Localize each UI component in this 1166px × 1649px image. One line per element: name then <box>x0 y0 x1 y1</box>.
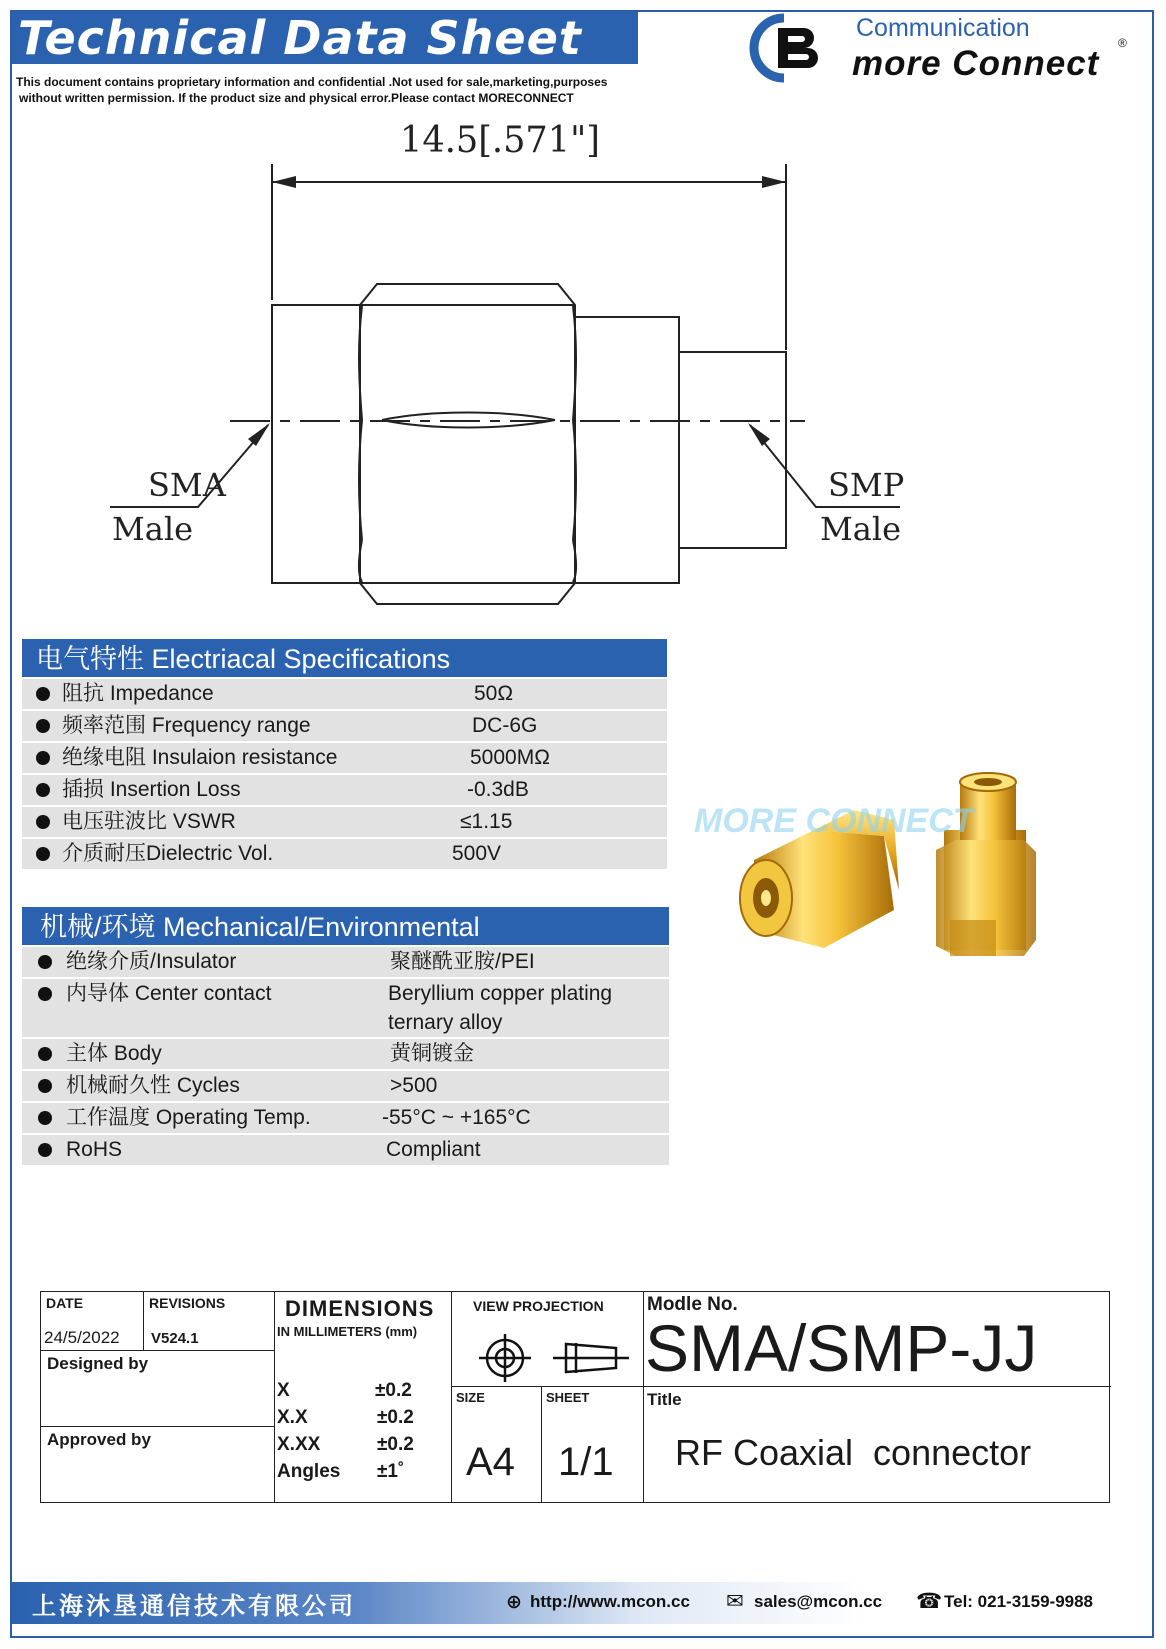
overall-length-dimension: 14.5[.571"] <box>400 120 600 161</box>
photo-watermark: MORE CONNECT <box>694 802 974 840</box>
electrical-spec-row <box>22 743 667 773</box>
spec-value: DC-6G <box>472 714 538 737</box>
spec-value: 5000MΩ <box>470 746 550 769</box>
spec-label: 机械耐久性 Cycles <box>66 1074 240 1097</box>
model-number-value: SMA/SMP-JJ <box>645 1311 1038 1385</box>
website-link[interactable]: http://www.mcon.cc <box>530 1592 690 1611</box>
electrical-spec-row <box>22 775 667 805</box>
mechanical-spec-row <box>22 947 669 977</box>
spec-label: 主体 Body <box>66 1042 162 1065</box>
electrical-spec-row <box>22 807 667 837</box>
tolerance-value: ±0.2 <box>377 1407 414 1428</box>
footer-bar <box>12 1582 1152 1624</box>
sheet-label: SHEET <box>546 1390 590 1405</box>
spec-label: 工作温度 Operating Temp. <box>66 1106 311 1129</box>
tolerance-key: X.X <box>277 1407 308 1428</box>
revisions-value: V524.1 <box>151 1330 199 1347</box>
left-connector-label-type: SMA <box>148 466 226 504</box>
dimensions-subtitle: IN MILLIMETERS (mm) <box>277 1324 418 1339</box>
tolerance-value: ±1˚ <box>377 1461 405 1482</box>
bullet-icon <box>38 1047 52 1061</box>
bullet-icon <box>38 987 52 1001</box>
telephone-icon: ☎ <box>916 1590 943 1613</box>
right-connector-image <box>936 773 1036 956</box>
left-connector-label-gender: Male <box>112 510 194 548</box>
view-projection-label: VIEW PROJECTION <box>473 1298 604 1314</box>
tolerance-key: Angles <box>277 1461 341 1482</box>
mechanical-spec-row <box>22 979 669 1037</box>
projection-symbol-icon <box>471 1334 631 1382</box>
electrical-spec-row <box>22 839 667 869</box>
sheet-value: 1/1 <box>558 1440 614 1484</box>
connector-drawing <box>100 120 980 620</box>
tolerance-key: X.XX <box>277 1434 321 1455</box>
page-title: Technical Data Sheet <box>18 11 582 65</box>
spec-value: >500 <box>390 1074 438 1097</box>
date-label: DATE <box>46 1295 84 1311</box>
bullet-icon <box>36 783 50 797</box>
spec-label: 电压驻波比 VSWR <box>62 810 236 833</box>
mechanical-spec-row <box>22 1039 669 1069</box>
spec-value: -55°C ~ +165°C <box>382 1106 531 1129</box>
title-value: RF Coaxial connector <box>675 1432 1032 1473</box>
date-value: 24/5/2022 <box>44 1328 120 1347</box>
bullet-icon <box>38 1079 52 1093</box>
spec-label: 绝缘介质/Insulator <box>66 950 237 973</box>
electrical-spec-row <box>22 679 667 709</box>
title-banner <box>12 12 638 64</box>
approved-by-label: Approved by <box>47 1430 151 1449</box>
spec-label: RoHS <box>66 1138 123 1161</box>
spec-label: 内导体 Center contact <box>66 982 272 1005</box>
electrical-spec-row <box>22 711 667 741</box>
tolerance-value: ±0.2 <box>375 1380 412 1401</box>
electrical-specs-heading: 电气特性 Electriacal Specifications <box>22 639 667 677</box>
title-label: Title <box>647 1390 682 1409</box>
tolerance-value: ±0.2 <box>377 1434 414 1455</box>
bullet-icon <box>36 719 50 733</box>
bullet-icon <box>38 1111 52 1125</box>
bullet-icon <box>36 815 50 829</box>
spec-label: 插损 Insertion Loss <box>62 778 241 801</box>
spec-value: -0.3dB <box>467 778 529 801</box>
tolerance-key: X <box>277 1380 290 1401</box>
spec-value-continued: ternary alloy <box>388 1011 503 1034</box>
spec-label: 介质耐压Dielectric Vol. <box>62 842 274 865</box>
bullet-icon <box>36 847 50 861</box>
confidentiality-notice <box>16 74 656 106</box>
email-link[interactable]: sales@mcon.cc <box>754 1592 883 1611</box>
mechanical-specs-section <box>22 907 669 1165</box>
company-name-chinese: 上海沐垦通信技术有限公司 <box>32 1591 356 1620</box>
notice-line-2: without written permission. If the product size and physical error.Please contact MORECONNECT <box>19 91 574 105</box>
spec-value: 聚醚酰亚胺/PEI <box>390 950 535 973</box>
mechanical-specs-heading: 机械/环境 Mechanical/Environmental <box>22 907 669 945</box>
registered-mark: ® <box>1118 36 1127 50</box>
designed-by-label: Designed by <box>47 1354 149 1373</box>
dimensions-title: DIMENSIONS <box>285 1296 435 1321</box>
spec-value: ≤1.15 <box>460 810 513 833</box>
mechanical-spec-row <box>22 1071 669 1101</box>
bullet-icon <box>36 751 50 765</box>
spec-value: Beryllium copper plating <box>388 982 613 1005</box>
electrical-specs-section <box>22 639 667 869</box>
bullet-icon <box>36 687 50 701</box>
product-photo <box>694 770 1064 980</box>
spec-value: Compliant <box>386 1138 481 1161</box>
spec-value: 黄铜镀金 <box>390 1042 474 1065</box>
spec-label: 频率范围 Frequency range <box>62 714 311 737</box>
size-label: SIZE <box>456 1390 485 1405</box>
right-connector-label-type: SMP <box>828 466 905 504</box>
mail-icon: ✉ <box>726 1590 744 1613</box>
brand-communication: Communication <box>856 14 1030 42</box>
size-value: A4 <box>466 1440 515 1484</box>
telephone-number: Tel: 021-3159-9988 <box>944 1592 1094 1611</box>
mechanical-spec-row <box>22 1103 669 1133</box>
revisions-label: REVISIONS <box>149 1295 226 1311</box>
company-logo-icon <box>738 14 830 82</box>
globe-icon: ⊕ <box>506 1592 522 1613</box>
spec-value: 500V <box>452 842 502 865</box>
brand-more-connect: more Connect <box>852 44 1100 83</box>
spec-value: 50Ω <box>474 682 514 705</box>
model-number-label: Modle No. <box>647 1294 738 1315</box>
title-block <box>40 1291 1110 1503</box>
spec-label: 绝缘电阻 Insulaion resistance <box>62 746 338 769</box>
right-connector-label-gender: Male <box>820 510 902 548</box>
notice-line-1: This document contains proprietary information and confidential .Not used for sale,marketing,purposes <box>16 75 608 89</box>
bullet-icon <box>38 1143 52 1157</box>
spec-label: 阻抗 Impedance <box>62 682 214 705</box>
mechanical-spec-row <box>22 1135 669 1165</box>
bullet-icon <box>38 955 52 969</box>
